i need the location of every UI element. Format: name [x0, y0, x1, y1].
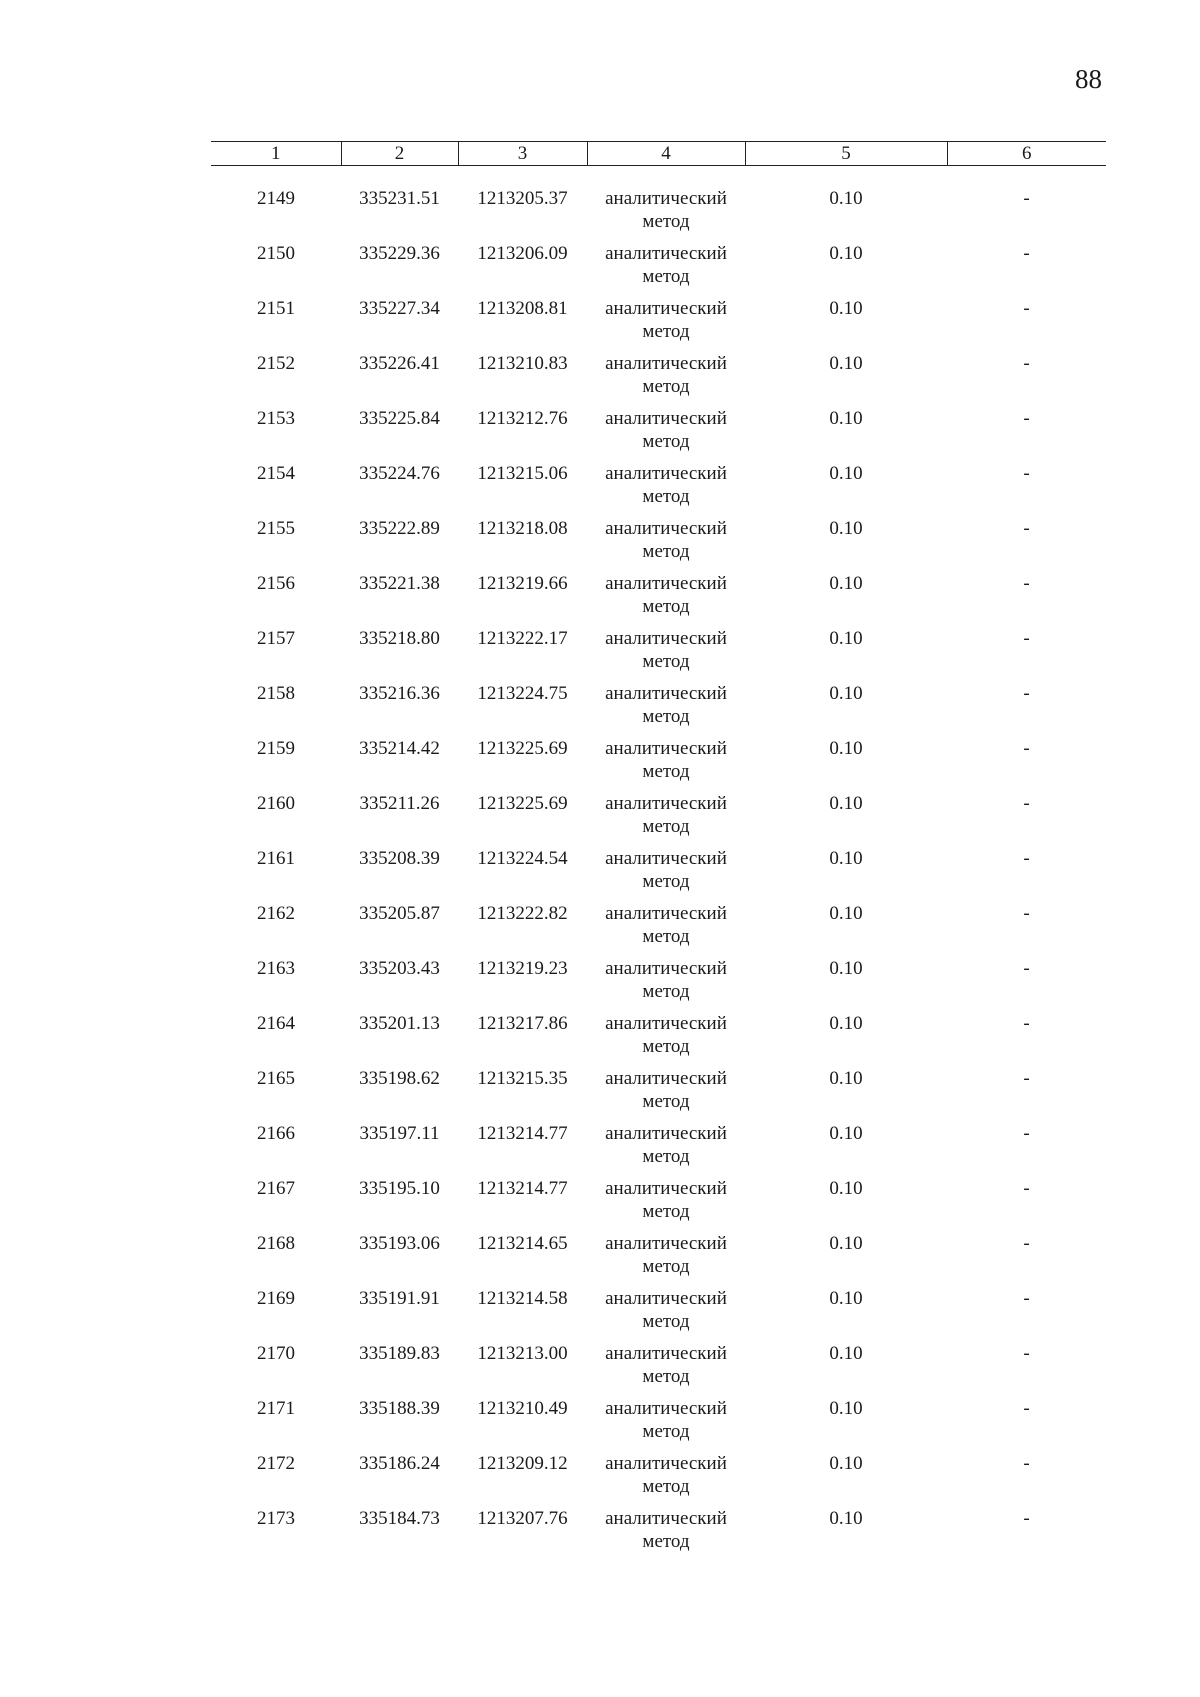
coordinate-x-cell: 335188.39 [359, 1398, 440, 1419]
note-cell: - [1023, 188, 1030, 209]
note-cell: - [1023, 958, 1030, 979]
note-cell: - [1023, 683, 1030, 704]
note-cell: - [1023, 1123, 1030, 1144]
method-line-2: метод [642, 816, 690, 837]
coordinate-y-cell: 1213219.66 [477, 573, 568, 594]
table-row [211, 1507, 1106, 1562]
note-cell: - [1023, 1178, 1030, 1199]
method-line-1: аналитический [605, 463, 727, 484]
note-cell: - [1023, 353, 1030, 374]
table-row [211, 902, 1106, 957]
method-cell [587, 1287, 745, 1342]
coordinates-table [211, 141, 1106, 1562]
method-line-1: аналитический [605, 1288, 727, 1309]
point-number-cell: 2156 [257, 573, 295, 594]
coordinate-x-cell: 335221.38 [359, 573, 440, 594]
table-row [211, 407, 1106, 462]
method-cell [587, 1342, 745, 1397]
table-row [211, 187, 1106, 242]
accuracy-cell: 0.10 [829, 463, 863, 484]
accuracy-cell: 0.10 [829, 793, 863, 814]
coordinate-x-cell: 335198.62 [359, 1068, 440, 1089]
coordinate-x-cell: 335189.83 [359, 1343, 440, 1364]
point-number-cell: 2165 [257, 1068, 295, 1089]
table-row [211, 737, 1106, 792]
coordinate-x-cell: 335191.91 [359, 1288, 440, 1309]
note-cell: - [1023, 573, 1030, 594]
method-line-1: аналитический [605, 353, 727, 374]
note-cell: - [1023, 1013, 1030, 1034]
method-cell [587, 627, 745, 682]
method-line-2: метод [642, 871, 690, 892]
point-number-cell: 2170 [257, 1343, 295, 1364]
point-number-cell: 2173 [257, 1508, 295, 1529]
table-header-row [211, 142, 1106, 166]
method-cell [587, 462, 745, 517]
note-cell: - [1023, 243, 1030, 264]
table-row [211, 1232, 1106, 1287]
note-cell: - [1023, 408, 1030, 429]
method-cell [587, 1012, 745, 1067]
table-row [211, 1452, 1106, 1507]
coordinate-y-cell: 1213224.75 [477, 683, 568, 704]
method-cell [587, 572, 745, 627]
accuracy-cell: 0.10 [829, 1178, 863, 1199]
accuracy-cell: 0.10 [829, 1453, 863, 1474]
method-line-1: аналитический [605, 573, 727, 594]
coordinate-y-cell: 1213224.54 [477, 848, 568, 869]
method-line-2: метод [642, 761, 690, 782]
accuracy-cell: 0.10 [829, 958, 863, 979]
method-cell [587, 187, 745, 242]
method-line-2: метод [642, 266, 690, 287]
method-line-1: аналитический [605, 958, 727, 979]
point-number-cell: 2169 [257, 1288, 295, 1309]
method-line-1: аналитический [605, 1508, 727, 1529]
point-number-cell: 2160 [257, 793, 295, 814]
column-header-6: 6 [947, 142, 1106, 166]
coordinate-x-cell: 335211.26 [359, 793, 440, 814]
accuracy-cell: 0.10 [829, 738, 863, 759]
method-cell [587, 352, 745, 407]
coordinate-x-cell: 335231.51 [359, 188, 440, 209]
coordinate-y-cell: 1213214.65 [477, 1233, 568, 1254]
accuracy-cell: 0.10 [829, 1068, 863, 1089]
table-row [211, 297, 1106, 352]
method-line-1: аналитический [605, 188, 727, 209]
method-line-2: метод [642, 1366, 690, 1387]
coordinate-y-cell: 1213217.86 [477, 1013, 568, 1034]
method-cell [587, 957, 745, 1012]
point-number-cell: 2167 [257, 1178, 295, 1199]
note-cell: - [1023, 848, 1030, 869]
table-row [211, 1067, 1106, 1122]
coordinate-y-cell: 1213222.17 [477, 628, 568, 649]
table-row [211, 352, 1106, 407]
method-line-2: метод [642, 1201, 690, 1222]
note-cell: - [1023, 298, 1030, 319]
accuracy-cell: 0.10 [829, 1233, 863, 1254]
note-cell: - [1023, 463, 1030, 484]
method-cell [587, 682, 745, 737]
header-spacer [211, 166, 1106, 188]
accuracy-cell: 0.10 [829, 683, 863, 704]
method-cell [587, 737, 745, 792]
point-number-cell: 2151 [257, 298, 295, 319]
coordinate-x-cell: 335214.42 [359, 738, 440, 759]
coordinate-y-cell: 1213213.00 [477, 1343, 568, 1364]
method-cell [587, 517, 745, 572]
coordinate-x-cell: 335216.36 [359, 683, 440, 704]
method-line-1: аналитический [605, 1398, 727, 1419]
method-line-1: аналитический [605, 738, 727, 759]
coordinate-x-cell: 335229.36 [359, 243, 440, 264]
point-number-cell: 2172 [257, 1453, 295, 1474]
method-line-1: аналитический [605, 793, 727, 814]
point-number-cell: 2164 [257, 1013, 295, 1034]
coordinate-x-cell: 335201.13 [359, 1013, 440, 1034]
table-row [211, 1177, 1106, 1232]
coordinate-y-cell: 1213209.12 [477, 1453, 568, 1474]
accuracy-cell: 0.10 [829, 1398, 863, 1419]
point-number-cell: 2171 [257, 1398, 295, 1419]
note-cell: - [1023, 738, 1030, 759]
table-row [211, 682, 1106, 737]
method-line-1: аналитический [605, 518, 727, 539]
coordinate-y-cell: 1213215.06 [477, 463, 568, 484]
method-line-2: метод [642, 1311, 690, 1332]
note-cell: - [1023, 1508, 1030, 1529]
method-line-2: метод [642, 596, 690, 617]
point-number-cell: 2152 [257, 353, 295, 374]
method-line-2: метод [642, 1036, 690, 1057]
coordinate-x-cell: 335224.76 [359, 463, 440, 484]
coordinate-y-cell: 1213215.35 [477, 1068, 568, 1089]
accuracy-cell: 0.10 [829, 408, 863, 429]
point-number-cell: 2159 [257, 738, 295, 759]
note-cell: - [1023, 793, 1030, 814]
point-number-cell: 2161 [257, 848, 295, 869]
accuracy-cell: 0.10 [829, 353, 863, 374]
method-line-2: метод [642, 211, 690, 232]
table-row [211, 517, 1106, 572]
coordinate-y-cell: 1213214.77 [477, 1123, 568, 1144]
method-line-2: метод [642, 541, 690, 562]
point-number-cell: 2168 [257, 1233, 295, 1254]
method-line-2: метод [642, 1476, 690, 1497]
coordinate-x-cell: 335184.73 [359, 1508, 440, 1529]
method-line-1: аналитический [605, 1123, 727, 1144]
point-number-cell: 2163 [257, 958, 295, 979]
coordinate-x-cell: 335186.24 [359, 1453, 440, 1474]
method-line-2: метод [642, 926, 690, 947]
coordinate-x-cell: 335222.89 [359, 518, 440, 539]
table-row [211, 627, 1106, 682]
note-cell: - [1023, 1453, 1030, 1474]
method-line-2: метод [642, 1531, 690, 1552]
accuracy-cell: 0.10 [829, 518, 863, 539]
point-number-cell: 2162 [257, 903, 295, 924]
accuracy-cell: 0.10 [829, 1288, 863, 1309]
point-number-cell: 2150 [257, 243, 295, 264]
point-number-cell: 2166 [257, 1123, 295, 1144]
accuracy-cell: 0.10 [829, 1508, 863, 1529]
method-line-1: аналитический [605, 1233, 727, 1254]
method-line-2: метод [642, 1421, 690, 1442]
note-cell: - [1023, 518, 1030, 539]
coordinate-y-cell: 1213225.69 [477, 793, 568, 814]
table-row [211, 1287, 1106, 1342]
method-cell [587, 847, 745, 902]
coordinate-y-cell: 1213207.76 [477, 1508, 568, 1529]
method-line-2: метод [642, 706, 690, 727]
point-number-cell: 2153 [257, 408, 295, 429]
method-cell [587, 1067, 745, 1122]
point-number-cell: 2154 [257, 463, 295, 484]
coordinate-x-cell: 335205.87 [359, 903, 440, 924]
method-cell [587, 902, 745, 957]
note-cell: - [1023, 1343, 1030, 1364]
coordinate-y-cell: 1213222.82 [477, 903, 568, 924]
table-row [211, 1122, 1106, 1177]
coordinate-y-cell: 1213208.81 [477, 298, 568, 319]
coordinate-y-cell: 1213214.77 [477, 1178, 568, 1199]
method-cell [587, 1452, 745, 1507]
method-line-1: аналитический [605, 1343, 727, 1364]
coordinate-y-cell: 1213219.23 [477, 958, 568, 979]
method-cell [587, 1397, 745, 1452]
column-header-2: 2 [341, 142, 458, 166]
method-line-1: аналитический [605, 1178, 727, 1199]
note-cell: - [1023, 1068, 1030, 1089]
column-header-5: 5 [745, 142, 947, 166]
table-row [211, 792, 1106, 847]
method-line-1: аналитический [605, 408, 727, 429]
coordinate-y-cell: 1213225.69 [477, 738, 568, 759]
note-cell: - [1023, 1288, 1030, 1309]
method-line-1: аналитический [605, 1068, 727, 1089]
method-line-2: метод [642, 1256, 690, 1277]
coordinate-x-cell: 335226.41 [359, 353, 440, 374]
method-line-1: аналитический [605, 903, 727, 924]
column-header-1: 1 [211, 142, 341, 166]
method-cell [587, 792, 745, 847]
accuracy-cell: 0.10 [829, 1343, 863, 1364]
note-cell: - [1023, 1398, 1030, 1419]
accuracy-cell: 0.10 [829, 188, 863, 209]
method-line-1: аналитический [605, 298, 727, 319]
coordinate-x-cell: 335208.39 [359, 848, 440, 869]
table-row [211, 242, 1106, 297]
accuracy-cell: 0.10 [829, 1123, 863, 1144]
method-line-2: метод [642, 486, 690, 507]
coordinate-y-cell: 1213214.58 [477, 1288, 568, 1309]
point-number-cell: 2155 [257, 518, 295, 539]
method-line-2: метод [642, 1146, 690, 1167]
coordinate-x-cell: 335227.34 [359, 298, 440, 319]
coordinate-x-cell: 335218.80 [359, 628, 440, 649]
coordinate-x-cell: 335195.10 [359, 1178, 440, 1199]
coordinate-y-cell: 1213210.83 [477, 353, 568, 374]
coordinate-x-cell: 335225.84 [359, 408, 440, 429]
method-line-1: аналитический [605, 1013, 727, 1034]
method-cell [587, 297, 745, 352]
table-row [211, 572, 1106, 627]
column-header-3: 3 [458, 142, 587, 166]
coordinate-y-cell: 1213210.49 [477, 1398, 568, 1419]
coordinate-x-cell: 335193.06 [359, 1233, 440, 1254]
method-line-1: аналитический [605, 1453, 727, 1474]
table-row [211, 1397, 1106, 1452]
note-cell: - [1023, 1233, 1030, 1254]
coordinate-y-cell: 1213206.09 [477, 243, 568, 264]
method-line-1: аналитический [605, 243, 727, 264]
method-cell [587, 1177, 745, 1232]
table-body [211, 166, 1106, 1563]
method-cell [587, 1122, 745, 1177]
coordinate-y-cell: 1213212.76 [477, 408, 568, 429]
page-number: 88 [1075, 64, 1102, 94]
column-header-4: 4 [587, 142, 745, 166]
table-row [211, 1342, 1106, 1397]
method-cell [587, 242, 745, 297]
point-number-cell: 2149 [257, 188, 295, 209]
accuracy-cell: 0.10 [829, 243, 863, 264]
table-row [211, 847, 1106, 902]
method-line-1: аналитический [605, 848, 727, 869]
table-row [211, 1012, 1106, 1067]
table-row [211, 462, 1106, 517]
method-line-2: метод [642, 321, 690, 342]
method-line-2: метод [642, 376, 690, 397]
point-number-cell: 2157 [257, 628, 295, 649]
accuracy-cell: 0.10 [829, 628, 863, 649]
coordinate-y-cell: 1213205.37 [477, 188, 568, 209]
note-cell: - [1023, 628, 1030, 649]
point-number-cell: 2158 [257, 683, 295, 704]
method-cell [587, 1507, 745, 1562]
accuracy-cell: 0.10 [829, 1013, 863, 1034]
accuracy-cell: 0.10 [829, 848, 863, 869]
accuracy-cell: 0.10 [829, 573, 863, 594]
method-line-2: метод [642, 651, 690, 672]
method-cell [587, 1232, 745, 1287]
coordinate-y-cell: 1213218.08 [477, 518, 568, 539]
method-line-1: аналитический [605, 628, 727, 649]
accuracy-cell: 0.10 [829, 298, 863, 319]
method-line-2: метод [642, 431, 690, 452]
method-line-2: метод [642, 1091, 690, 1112]
note-cell: - [1023, 903, 1030, 924]
coordinate-x-cell: 335203.43 [359, 958, 440, 979]
coordinate-x-cell: 335197.11 [359, 1123, 440, 1144]
method-line-1: аналитический [605, 683, 727, 704]
method-cell [587, 407, 745, 462]
table-row [211, 957, 1106, 1012]
accuracy-cell: 0.10 [829, 903, 863, 924]
method-line-2: метод [642, 981, 690, 1002]
